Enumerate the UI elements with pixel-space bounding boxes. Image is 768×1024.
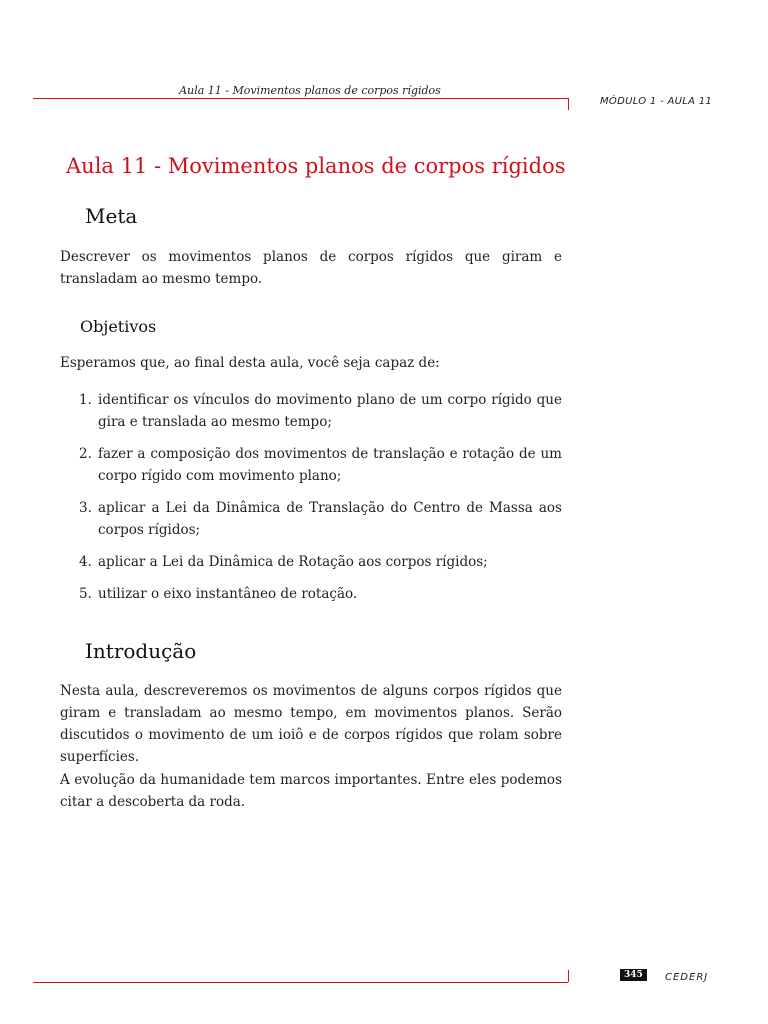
objective-text: utilizar o eixo instantâneo de rotação. xyxy=(98,586,358,602)
header-rule-tick xyxy=(568,98,569,110)
running-title: Aula 11 - Movimentos planos de corpos rígidos xyxy=(179,84,441,97)
header-rule xyxy=(33,98,568,99)
objective-item-1 xyxy=(79,389,562,433)
objective-text: aplicar a Lei da Dinâmica de Translação do Centro de Massa aos corpos rígidos; xyxy=(98,500,562,538)
objective-item-5 xyxy=(79,583,562,605)
objective-number: 3. xyxy=(79,500,92,516)
objective-number: 2. xyxy=(79,446,92,462)
objectives-heading: Objetivos xyxy=(80,317,157,336)
objective-text: aplicar a Lei da Dinâmica de Rotação aos corpos rígidos; xyxy=(98,554,488,570)
meta-text: Descrever os movimentos planos de corpos rígidos que giram e transladam ao mesmo tempo. xyxy=(60,249,562,287)
footer-rule-tick xyxy=(568,970,569,982)
introduction-paragraph-2: A evolução da humanidade tem marcos importantes. Entre eles podemos citar a descoberta da roda. xyxy=(60,772,562,810)
lesson-title: Aula 11 - Movimentos planos de corpos rígidos xyxy=(66,154,566,178)
objective-text: fazer a composição dos movimentos de translação e rotação de um corpo rígido com movimento plano; xyxy=(98,446,562,484)
objective-item-4 xyxy=(79,551,562,573)
objectives-list xyxy=(79,389,562,615)
objectives-intro: Esperamos que, ao final desta aula, você seja capaz de: xyxy=(60,355,440,371)
objective-text: identificar os vínculos do movimento plano de um corpo rígido que gira e translada ao mesmo tempo; xyxy=(98,392,562,430)
introduction-paragraph-1: Nesta aula, descreveremos os movimentos de alguns corpos rígidos que giram e transladam ao mesmo tempo, em movimentos planos. Serão discutidos o movimento de um ioiô e de corpos rígidos que rolam sobre superfícies. xyxy=(60,683,562,765)
objective-number: 4. xyxy=(79,554,92,570)
meta-heading: Meta xyxy=(85,204,138,228)
page-number: 345 xyxy=(620,969,647,981)
publisher-label: CEDERJ xyxy=(665,972,709,983)
objective-item-3 xyxy=(79,497,562,541)
objective-number: 5. xyxy=(79,586,92,602)
module-label: MÓDULO 1 - AULA 11 xyxy=(600,96,713,107)
footer-rule xyxy=(33,982,568,983)
objective-number: 1. xyxy=(79,392,92,408)
objective-item-2 xyxy=(79,443,562,487)
introduction-heading: Introdução xyxy=(85,639,197,663)
